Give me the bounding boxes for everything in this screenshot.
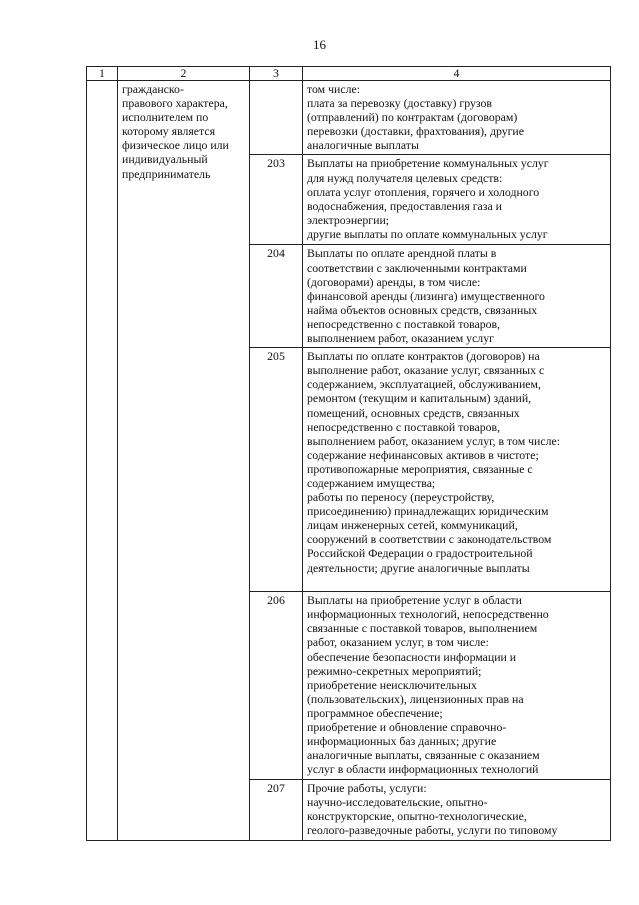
description-cell <box>303 81 611 155</box>
description-line: содержанием, эксплуатацией, обслуживанием, <box>307 377 541 392</box>
budget-classification-table <box>86 66 611 841</box>
header-col-4: 4 <box>303 67 611 81</box>
description-line: Прочие работы, услуги: <box>307 781 427 796</box>
payment-type-line: физическое лицо или <box>122 138 229 153</box>
description-line: приобретение неисключительных <box>307 677 477 692</box>
description-line: перевозки (доставки, фрахтования), другие <box>307 124 524 139</box>
col1-cell <box>87 81 118 841</box>
header-col-3: 3 <box>250 67 303 81</box>
table-header-row <box>87 67 611 81</box>
description-line: (пользовательских), лицензионных прав на <box>307 691 524 706</box>
description-line: выполнение работ, оказание услуг, связанных с <box>307 363 545 378</box>
description-line: для нужд получателя целевых средств: <box>307 170 503 185</box>
description-line: информационных баз данных; другие <box>307 734 497 749</box>
description-cell <box>303 245 611 348</box>
payment-type-line: исполнителем по <box>122 110 209 125</box>
description-line: непосредственно с поставкой товаров, <box>307 316 501 331</box>
description-line: аналогичные выплаты, связанные с оказанием <box>307 748 540 763</box>
payment-type-line: правового характера, <box>122 96 228 111</box>
description-line: Выплаты на приобретение услуг в области <box>307 593 522 608</box>
description-line: связанные с поставкой товаров, выполнением <box>307 621 538 636</box>
description-line: работы по переносу (переустройству, <box>307 490 495 505</box>
description-cell <box>303 592 611 780</box>
description-line: электроэнергии; <box>307 212 390 227</box>
description-line: аналогичные выплаты <box>307 138 419 153</box>
description-line: Выплаты по оплате арендной платы в <box>307 246 497 261</box>
description-line: ремонтом (текущим и капитальным) зданий, <box>307 391 532 406</box>
payment-type-line: предприниматель <box>122 166 211 181</box>
description-line: геолого-разведочные работы, услуги по типовому <box>307 823 558 838</box>
description-line: оплата услуг отопления, горячего и холодного <box>307 184 540 199</box>
code-cell: 203 <box>250 155 303 245</box>
description-line: том числе: <box>307 82 360 96</box>
page-number: 16 <box>313 37 326 52</box>
header-col-1: 1 <box>87 67 118 81</box>
description-line: Выплаты по оплате контрактов (договоров) на <box>307 349 540 364</box>
description-line: водоснабжения, предоставления газа и <box>307 198 502 213</box>
description-line: противопожарные мероприятия, связанные с <box>307 461 533 476</box>
code-cell <box>250 81 303 155</box>
code-cell: 207 <box>250 780 303 840</box>
payment-type-cell <box>118 81 250 841</box>
description-line: программное обеспечение; <box>307 705 443 720</box>
description-line: выполнением работ, оказанием услуг <box>307 331 494 346</box>
payment-type-line: индивидуальный <box>122 152 208 167</box>
description-line: конструкторские, опытно-технологические, <box>307 809 527 824</box>
description-line: приобретение и обновление справочно- <box>307 719 507 734</box>
description-line: услуг в области информационных технологий <box>307 762 539 777</box>
description-cell <box>303 348 611 592</box>
description-line: найма объектов основных средств, связанных <box>307 302 538 317</box>
description-line: научно-исследовательские, опытно- <box>307 795 488 810</box>
description-line: другие выплаты по оплате коммунальных услуг <box>307 226 548 241</box>
code-cell: 205 <box>250 348 303 592</box>
description-line: финансовой аренды (лизинга) имущественного <box>307 288 545 303</box>
code-cell: 204 <box>250 245 303 348</box>
header-col-2: 2 <box>118 67 250 81</box>
description-line: Российской Федерации о градостроительной <box>307 546 533 561</box>
description-line: работ, оказанием услуг, в том числе: <box>307 635 489 650</box>
description-cell <box>303 155 611 245</box>
description-line: помещений, основных средств, связанных <box>307 405 520 420</box>
description-line: плата за перевозку (доставку) грузов <box>307 96 492 111</box>
description-line: Выплаты на приобретение коммунальных услуг <box>307 156 549 171</box>
description-line: (отправлений) по контрактам (договорам) <box>307 110 518 125</box>
description-line: лицам инженерных сетей, коммуникаций, <box>307 518 518 533</box>
description-line: содержание нефинансовых активов в чистоте; <box>307 447 539 462</box>
table-row <box>87 81 611 155</box>
description-line: (договорами) аренды, в том числе: <box>307 274 481 289</box>
description-line: режимно-секретных мероприятий; <box>307 663 482 678</box>
code-cell: 206 <box>250 592 303 780</box>
description-line: сооружений в соответствии с законодательством <box>307 532 552 547</box>
payment-type-line: которому является <box>122 124 216 139</box>
description-line: соответствии с заключенными контрактами <box>307 260 527 275</box>
description-line: непосредственно с поставкой товаров, <box>307 419 501 434</box>
description-line: информационных технологий, непосредственно <box>307 607 549 622</box>
description-line: содержанием имущества; <box>307 475 436 490</box>
description-line: выполнением работ, оказанием услуг, в том числе: <box>307 433 560 448</box>
description-line: присоединению) принадлежащих юридическим <box>307 504 549 519</box>
description-line: обеспечение безопасности информации и <box>307 649 517 664</box>
description-cell <box>303 780 611 840</box>
payment-type-line: гражданско- <box>122 82 184 96</box>
description-line: деятельности; другие аналогичные выплаты <box>307 560 530 575</box>
